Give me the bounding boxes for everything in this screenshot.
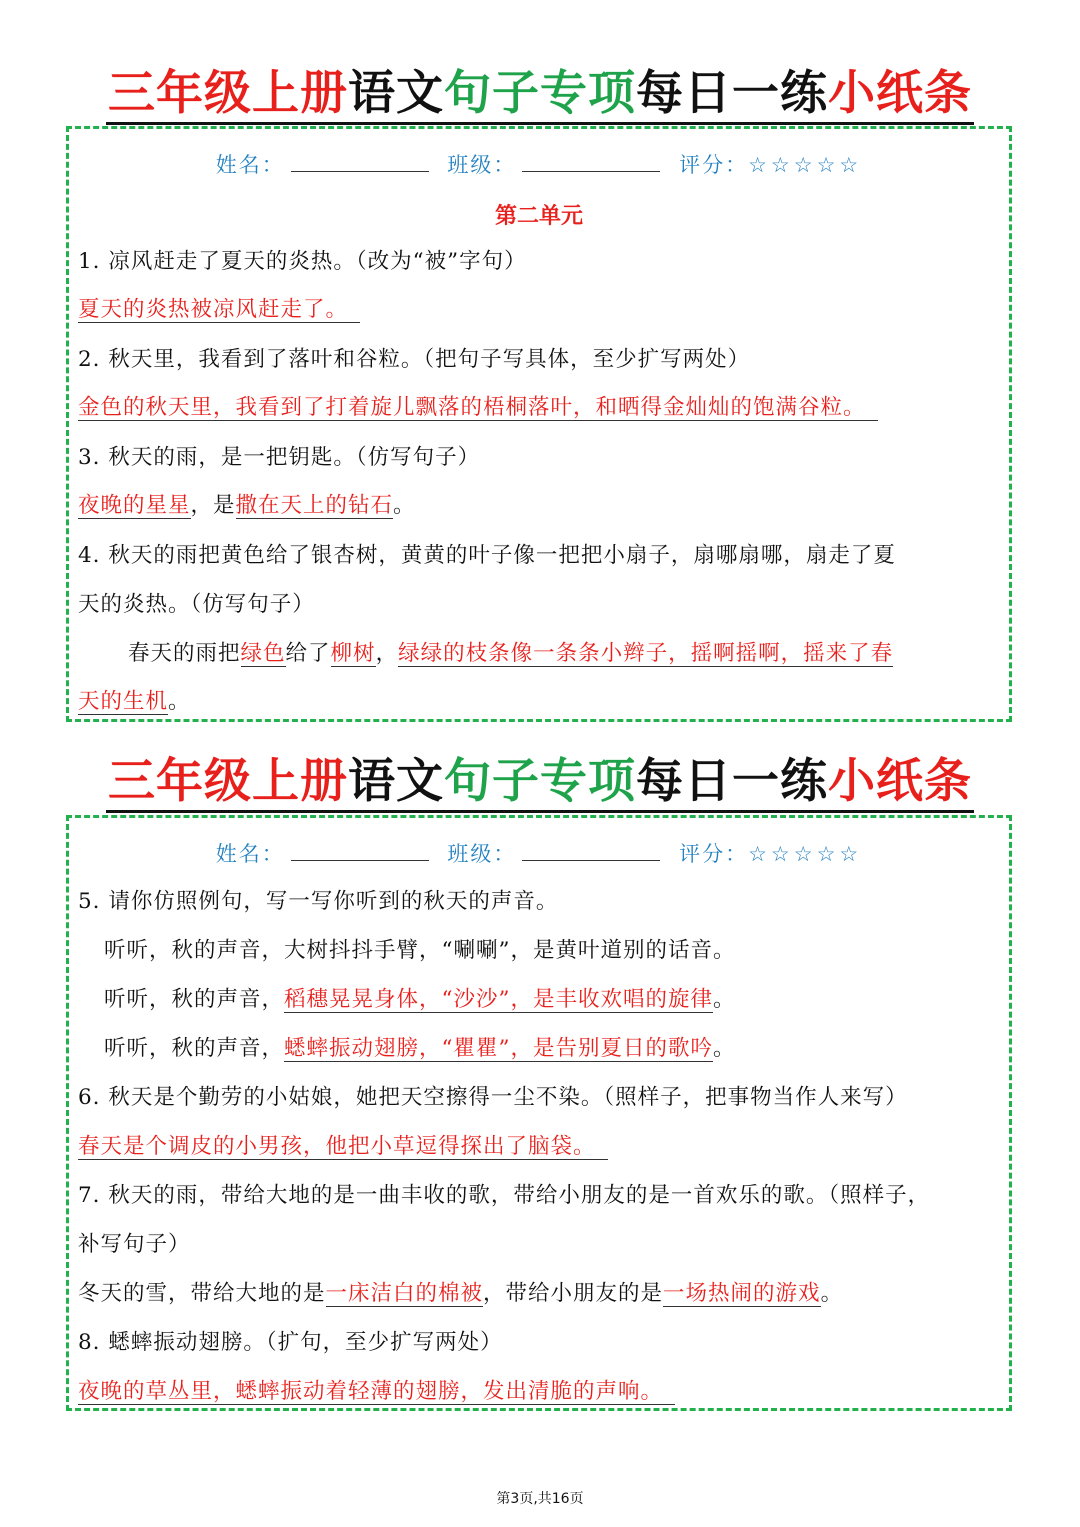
answer-4-line1	[128, 636, 893, 667]
question-8: 8. 蟋蟀振动翅膀。（扩句，至少扩写两处）	[78, 1330, 503, 1355]
answer-1	[78, 292, 360, 323]
question-7-line1: 7. 秋天的雨，带给大地的是一曲丰收的歌，带给小朋友的是一首欢乐的歌。（照样子，	[78, 1183, 931, 1208]
answer-5-prefix: 听听，秋的声音，	[104, 1036, 285, 1061]
question-7-line2: 补写句子）	[78, 1232, 191, 1257]
answer-2	[78, 390, 878, 421]
answer-3-sep: ，是	[190, 493, 236, 518]
answer-3	[78, 488, 416, 519]
answer-5-end: 。	[713, 987, 736, 1012]
title-part-subject: 语文	[348, 66, 444, 121]
answer-5-second: 蟋蟀振动翅膀，“瞿瞿”，是告别夏日的歌吟	[284, 1036, 714, 1061]
name-label: 姓名：	[215, 153, 285, 177]
answer-1-text: 夏天的炎热被凉风赶走了。	[78, 297, 360, 323]
title-part-topic: 句子专项	[444, 66, 636, 121]
answer-3-part2: 撒在天上的钻石	[235, 493, 394, 518]
answer-5-end: 。	[713, 1036, 736, 1061]
answer-7-prefix: 冬天的雪，带给大地的是	[78, 1281, 326, 1306]
question-1: 1. 凉风赶走了夏天的炎热。（改为“被”字句）	[78, 249, 527, 274]
answer-5-line1	[104, 982, 736, 1013]
title-part-daily: 每日一练	[636, 66, 828, 121]
answer-8-text: 夜晚的草丛里，蟋蟀振动着轻薄的翅膀，发出清脆的声响。	[78, 1379, 675, 1405]
answer-4-color: 绿色	[240, 641, 286, 666]
answer-6-text: 春天是个调皮的小男孩，他把小草逗得探出了脑袋。	[78, 1134, 608, 1160]
question-4-line2: 天的炎热。（仿写句子）	[78, 592, 315, 617]
answer-8	[78, 1374, 675, 1405]
answer-7-second: 一场热闹的游戏	[663, 1281, 821, 1306]
page-title-bottom	[0, 752, 1080, 813]
class-label: 班级：	[447, 153, 517, 177]
score-stars: ☆☆☆☆☆	[748, 842, 863, 866]
answer-5-first: 稻穗晃晃身体，“沙沙”，是丰收欢唱的旋律	[284, 987, 714, 1012]
answer-4-comma: ，	[375, 641, 399, 666]
answer-7-first: 一床洁白的棉被	[325, 1281, 484, 1306]
question-5-example: 听听，秋的声音，大树抖抖手臂，“唰唰”，是黄叶道别的话音。	[104, 938, 736, 963]
class-field[interactable]	[522, 842, 660, 861]
answer-4-clause: 绿绿的枝条像一条条小辫子，摇啊摇啊，摇来了春	[398, 641, 894, 666]
score-stars: ☆☆☆☆☆	[748, 153, 863, 177]
title-part-topic: 句子专项	[444, 754, 636, 809]
answer-5-prefix: 听听，秋的声音，	[104, 987, 285, 1012]
answer-4-gave: 给了	[285, 641, 331, 666]
title-part-subject: 语文	[348, 754, 444, 809]
answer-4-line2	[78, 684, 191, 715]
score-label: 评分：	[679, 153, 749, 177]
answer-4-end: 。	[168, 689, 191, 714]
answer-7-middle: ，带给小朋友的是	[483, 1281, 664, 1306]
answer-3-part1: 夜晚的星星	[78, 493, 191, 518]
name-label: 姓名：	[215, 842, 285, 866]
title-part-grade: 三年级上册	[108, 66, 348, 121]
answer-6	[78, 1129, 608, 1160]
class-field[interactable]	[522, 153, 660, 172]
answer-2-text: 金色的秋天里，我看到了打着旋儿飘落的梧桐落叶，和晒得金灿灿的饱满谷粒。	[78, 395, 878, 421]
title-part-slip: 小纸条	[828, 66, 972, 121]
question-6: 6. 秋天是个勤劳的小姑娘，她把天空擦得一尘不染。（照样子，把事物当作人来写）	[78, 1085, 908, 1110]
answer-4-ending: 天的生机	[78, 689, 169, 714]
student-info-row	[69, 149, 1009, 179]
question-3: 3. 秋天的雨，是一把钥匙。（仿写句子）	[78, 445, 481, 470]
page-number: 第3页,共16页	[496, 1491, 584, 1507]
worksheet-box-top	[66, 126, 1012, 722]
question-2: 2. 秋天里，我看到了落叶和谷粒。（把句子写具体，至少扩写两处）	[78, 347, 751, 372]
answer-7-end: 。	[820, 1281, 844, 1306]
score-label: 评分：	[679, 842, 749, 866]
answer-5-line2	[104, 1031, 736, 1062]
answer-4-prefix: 春天的雨把	[128, 641, 241, 666]
title-part-grade: 三年级上册	[108, 754, 348, 809]
answer-4-tree: 柳树	[330, 641, 376, 666]
unit-title: 第二单元	[494, 204, 583, 229]
title-part-slip: 小纸条	[828, 754, 972, 809]
question-4-line1: 4. 秋天的雨把黄色给了银杏树，黄黄的叶子像一把把小扇子，扇哪扇哪，扇走了夏	[78, 543, 896, 568]
name-field[interactable]	[291, 842, 429, 861]
page-title-top	[0, 64, 1080, 125]
question-5: 5. 请你仿照例句，写一写你听到的秋天的声音。	[78, 889, 559, 914]
answer-3-end: 。	[393, 493, 416, 518]
answer-7	[78, 1276, 843, 1307]
name-field[interactable]	[291, 153, 429, 172]
title-part-daily: 每日一练	[636, 754, 828, 809]
class-label: 班级：	[447, 842, 517, 866]
student-info-row	[69, 838, 1009, 868]
